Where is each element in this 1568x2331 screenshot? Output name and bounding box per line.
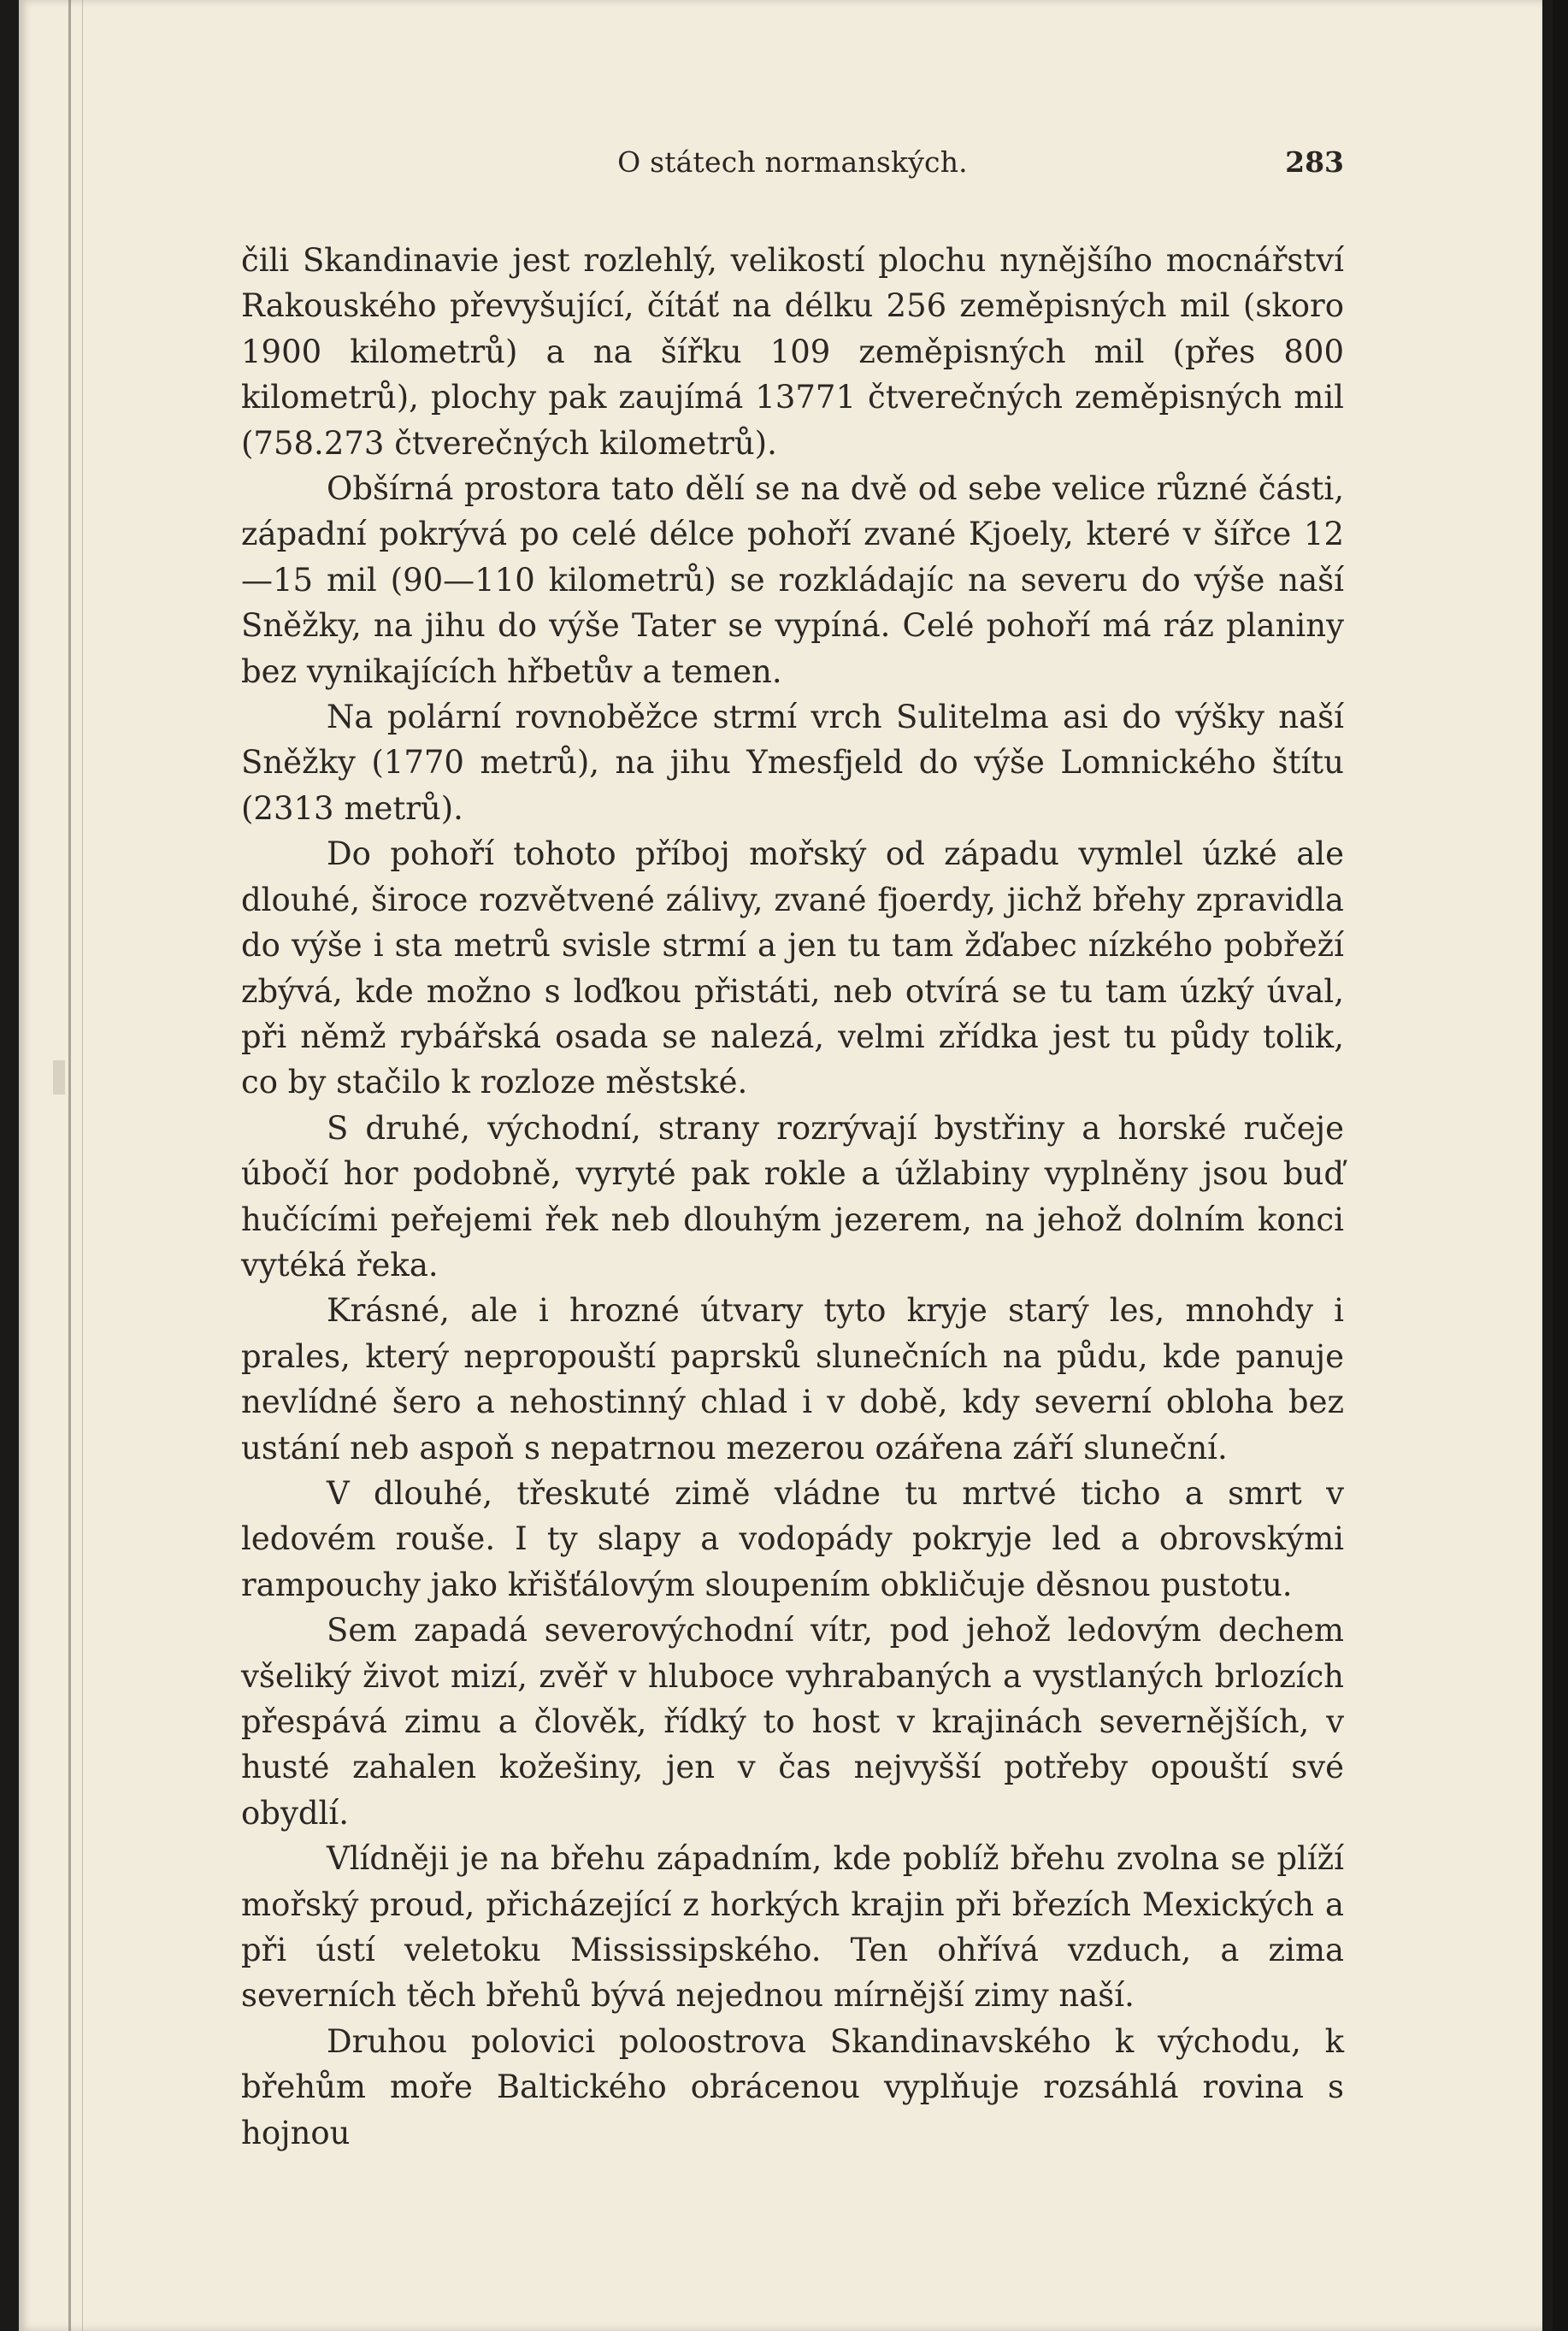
- paragraph-2: Obšírná prostora tato dělí se na dvě od sebe velice různé části, západní pokrývá po celé délce pohoří zvané Kjoely, které v šířce 12—15 mil (90—110 kilometrů) se rozkládajíc na severu do výše naší Sněžky, na jihu do výše Tater se vypíná. Celé pohoří má ráz planiny bez vynikajících hřbetův a temen.: [241, 470, 1344, 690]
- book-page: [19, 0, 1542, 2331]
- binding-gutter-line-thin: [82, 0, 83, 2331]
- page-stain: [53, 1060, 65, 1095]
- body-text: [241, 238, 1344, 2156]
- running-title: O státech normanských.: [617, 145, 968, 179]
- paragraph-10: Druhou polovici poloostrova Skandinavského k východu, k břehům moře Baltického obrácenou vyplňuje rozsáhlá rovina s hojnou: [241, 2022, 1344, 2151]
- paragraph-9: Vlídněji je na břehu západním, kde poblíž břehu zvolna se plíží mořský proud, přicházející z horkých krajin při březích Mexických a při ústí veletoku Mississipského. Ten ohřívá vzduch, a zima severních těch břehů bývá nejednou mírnější zimy naší.: [241, 1840, 1344, 2015]
- binding-gutter-line: [68, 0, 71, 2331]
- page-number: 283: [1285, 145, 1344, 179]
- paragraph-3: Na polární rovnoběžce strmí vrch Sulitelma asi do výšky naší Sněžky (1770 metrů), na jihu Ymesfjeld do výše Lomnického štítu (2313 metrů).: [241, 699, 1344, 827]
- paragraph-4: Do pohoří tohoto příboj mořský od západu vymlel úzké ale dlouhé, široce rozvětvené zálivy, zvané fjoerdy, jichž břehy zpravidla do výše i sta metrů svisle strmí a jen tu tam žďabec nízkého pobřeží zbývá, kde možno s loďkou přistáti, neb otvírá se tu tam úzký úval, při němž rybářská osada se nalezá, velmi zřídka jest tu půdy tolik, co by stačilo k rozloze městské.: [241, 835, 1344, 1101]
- paragraph-8: Sem zapadá severovýchodní vítr, pod jehož ledovým dechem všeliký život mizí, zvěř v hluboce vyhrabaných a vystlaných brlozích přespává zimu a člověk, řídký to host v krajinách severnějších, v husté zahalen kožešiny, jen v čas nejvyšší potřeby opouští své obydlí.: [241, 1612, 1344, 1832]
- paragraph-1: čili Skandinavie jest rozlehlý, velikostí plochu nynějšího mocnářství Rakouského převyšující, čítáť na délku 256 zeměpisných mil (skoro 1900 kilometrů) a na šířku 109 zeměpisných mil (přes 800 kilometrů), plochy pak zaujímá 13771 čtverečných zeměpisných mil (758.273 čtverečných kilometrů).: [241, 242, 1344, 462]
- scan-dark-edge: [1553, 0, 1568, 2331]
- paragraph-7: V dlouhé, třeskuté zimě vládne tu mrtvé ticho a smrt v ledovém rouše. I ty slapy a vodopády pokryje led a obrovskými rampouchy jako křišťálovým sloupením obkličuje děsnou pustotu.: [241, 1474, 1344, 1603]
- paragraph-6: Krásné, ale i hrozné útvary tyto kryje starý les, mnohdy i prales, který nepropouští paprsků slunečních na půdu, kde panuje nevlídné šero a nehostinný chlad i v době, kdy severní obloha bez ustání neb aspoň s nepatrnou mezerou ozářena září sluneční.: [241, 1292, 1344, 1466]
- page-header: [241, 145, 1344, 197]
- paragraph-5: S druhé, východní, strany rozrývají bystřiny a horské ručeje úbočí hor podobně, vyryté pak rokle a úžlabiny vyplněny jsou buď hučícími peřejemi řek neb dlouhým jezerem, na jehož dolním konci vytéká řeka.: [241, 1109, 1344, 1284]
